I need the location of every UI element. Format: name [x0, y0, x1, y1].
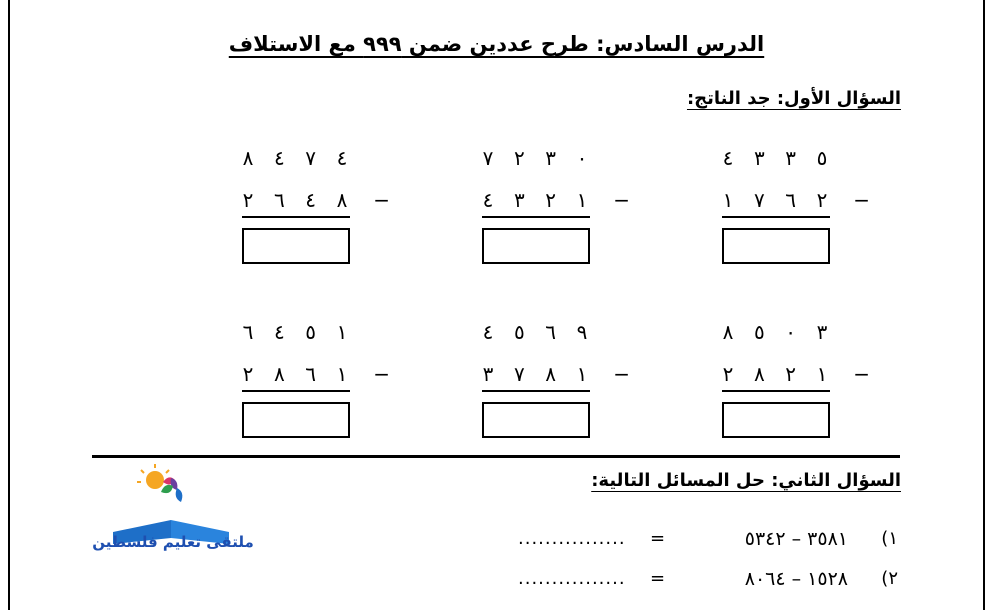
- subtraction-problem: [480, 146, 630, 266]
- subtraction-problem: [240, 320, 390, 440]
- minuend: ٣ ٠ ٥ ٨: [722, 320, 828, 344]
- equals-sign: =: [650, 568, 666, 589]
- question1-heading: السؤال الأول: جد الناتج:: [686, 88, 901, 109]
- minus-sign: −: [373, 188, 390, 212]
- minuend: ٩ ٦ ٥ ٤: [482, 320, 588, 344]
- minuend: ١ ٥ ٤ ٦: [242, 320, 348, 344]
- minuend: ٥ ٣ ٣ ٤: [722, 146, 828, 170]
- exercise-number: ٢): [881, 568, 898, 589]
- minuend: ٠ ٣ ٢ ٧: [482, 146, 588, 170]
- sum-line: [482, 390, 590, 392]
- sum-line: [242, 390, 350, 392]
- exercise-row: [0, 568, 993, 598]
- minuend: ٤ ٧ ٤ ٨: [242, 146, 348, 170]
- answer-blank[interactable]: ................: [518, 568, 626, 589]
- lesson-title: الدرس السادس: طرح عددين ضمن ٩٩٩ مع الاستلاف: [228, 32, 765, 56]
- subtrahend: ١ ٨ ٧ ٣: [482, 362, 588, 386]
- minus-sign: −: [853, 188, 870, 212]
- page-border-left: [8, 0, 10, 610]
- exercise-number: ١): [881, 528, 898, 549]
- minus-sign: −: [853, 362, 870, 386]
- minus-sign: −: [613, 362, 630, 386]
- logo-caption: ملتقى تعليم فلسطين: [92, 533, 254, 551]
- minus-sign: −: [613, 188, 630, 212]
- question2-heading: السؤال الثاني: حل المسائل التالية:: [591, 470, 901, 491]
- answer-box[interactable]: [482, 228, 590, 264]
- page-border-right: [983, 0, 985, 610]
- section-divider: [92, 455, 900, 458]
- equals-sign: =: [650, 528, 666, 549]
- answer-box[interactable]: [242, 228, 350, 264]
- subtrahend: ٨ ٤ ٦ ٢: [242, 188, 348, 212]
- answer-box[interactable]: [722, 402, 830, 438]
- subtraction-problem: [720, 146, 870, 266]
- subtraction-problem: [480, 320, 630, 440]
- minus-sign: −: [373, 362, 390, 386]
- exercise-expression: ٣٥٨١ – ٥٣٤٢: [744, 528, 848, 550]
- exercise-expression: ١٥٢٨ – ٨٠٦٤: [744, 568, 848, 590]
- subtrahend: ٢ ٦ ٧ ١: [722, 188, 828, 212]
- answer-blank[interactable]: ................: [518, 528, 626, 549]
- sum-line: [722, 216, 830, 218]
- sum-line: [482, 216, 590, 218]
- subtrahend: ١ ٢ ٣ ٤: [482, 188, 588, 212]
- exercise-row: [0, 528, 993, 558]
- subtraction-problem: [720, 320, 870, 440]
- subtraction-problem: [240, 146, 390, 266]
- subtrahend: ١ ٢ ٨ ٢: [722, 362, 828, 386]
- sun-icon: [146, 471, 164, 489]
- subtrahend: ١ ٦ ٨ ٢: [242, 362, 348, 386]
- sum-line: [722, 390, 830, 392]
- answer-box[interactable]: [722, 228, 830, 264]
- answer-box[interactable]: [242, 402, 350, 438]
- answer-box[interactable]: [482, 402, 590, 438]
- sum-line: [242, 216, 350, 218]
